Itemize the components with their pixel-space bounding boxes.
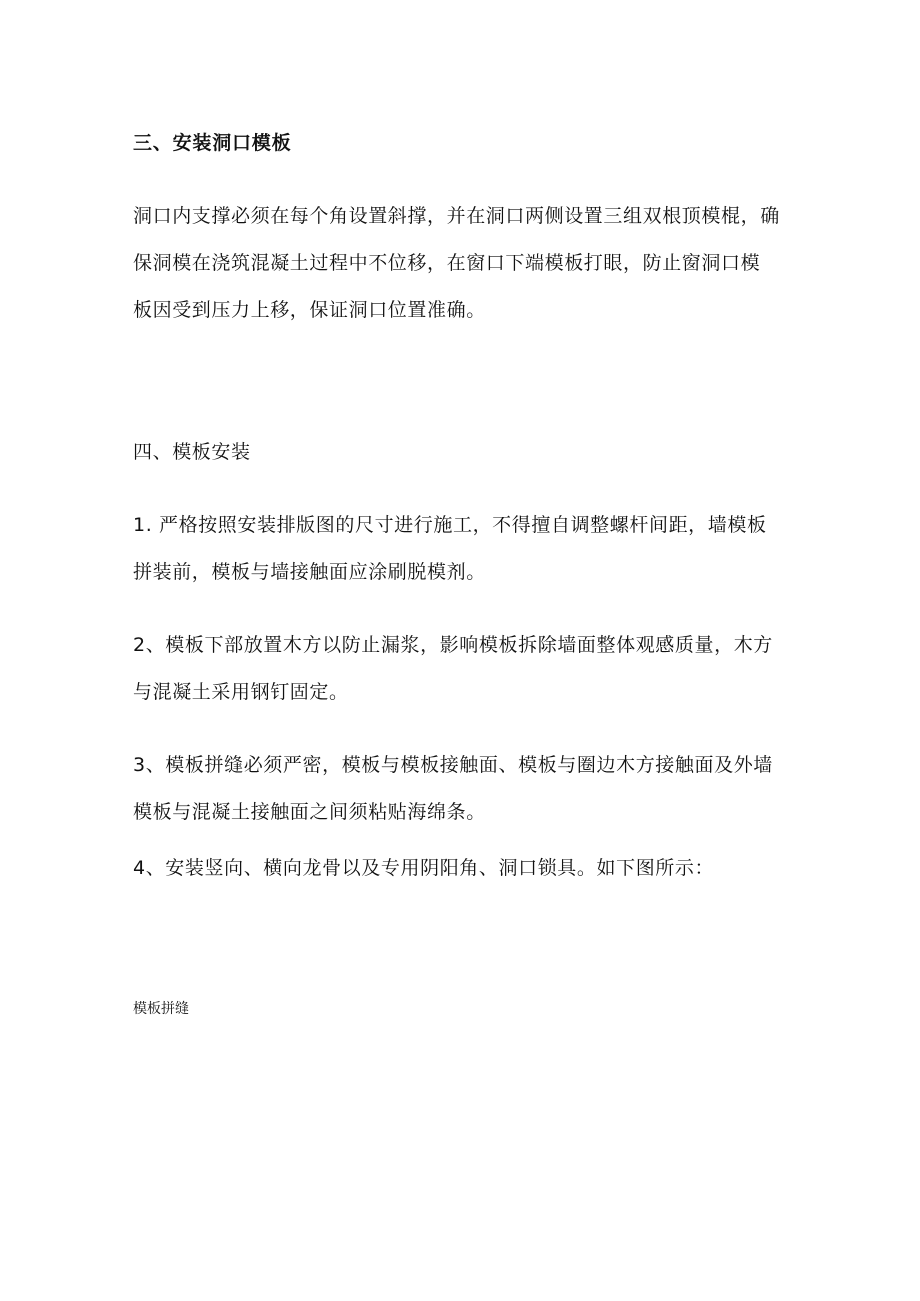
section-3-paragraph-line-2: 保洞模在浇筑混凝土过程中不位移，在窗口下端模板打眼，防止窗洞口模 <box>133 252 761 274</box>
section-3-paragraph-line-1: 洞口内支撑必须在每个角设置斜撑，并在洞口两侧设置三组双根顶模棍，确 <box>133 205 780 227</box>
figure-caption: 模板拼缝 <box>133 1001 189 1017</box>
section-3-paragraph-line-3: 板因受到压力上移，保证洞口位置准确。 <box>133 299 486 321</box>
item-1-line-1: 1. 严格按照安装排版图的尺寸进行施工，不得擅自调整螺杆间距，墙模板 <box>133 514 767 536</box>
item-4-line-1: 4、安装竖向、横向龙骨以及专用阴阳角、洞口锁具。如下图所示： <box>133 857 715 879</box>
item-1-line-2: 拼装前，模板与墙接触面应涂刷脱模剂。 <box>133 561 486 583</box>
section-3-heading: 三、安装洞口模板 <box>133 132 292 154</box>
item-3-line-2: 模板与混凝土接触面之间须粘贴海绵条。 <box>133 801 486 823</box>
item-2-line-2: 与混凝土采用钢钉固定。 <box>133 681 349 703</box>
item-3-line-1: 3、模板拼缝必须严密，模板与模板接触面、模板与圈边木方接触面及外墙 <box>133 754 773 776</box>
section-4-heading: 四、模板安装 <box>133 441 251 463</box>
item-2-line-1: 2、模板下部放置木方以防止漏浆，影响模板拆除墙面整体观感质量，木方 <box>133 634 773 656</box>
